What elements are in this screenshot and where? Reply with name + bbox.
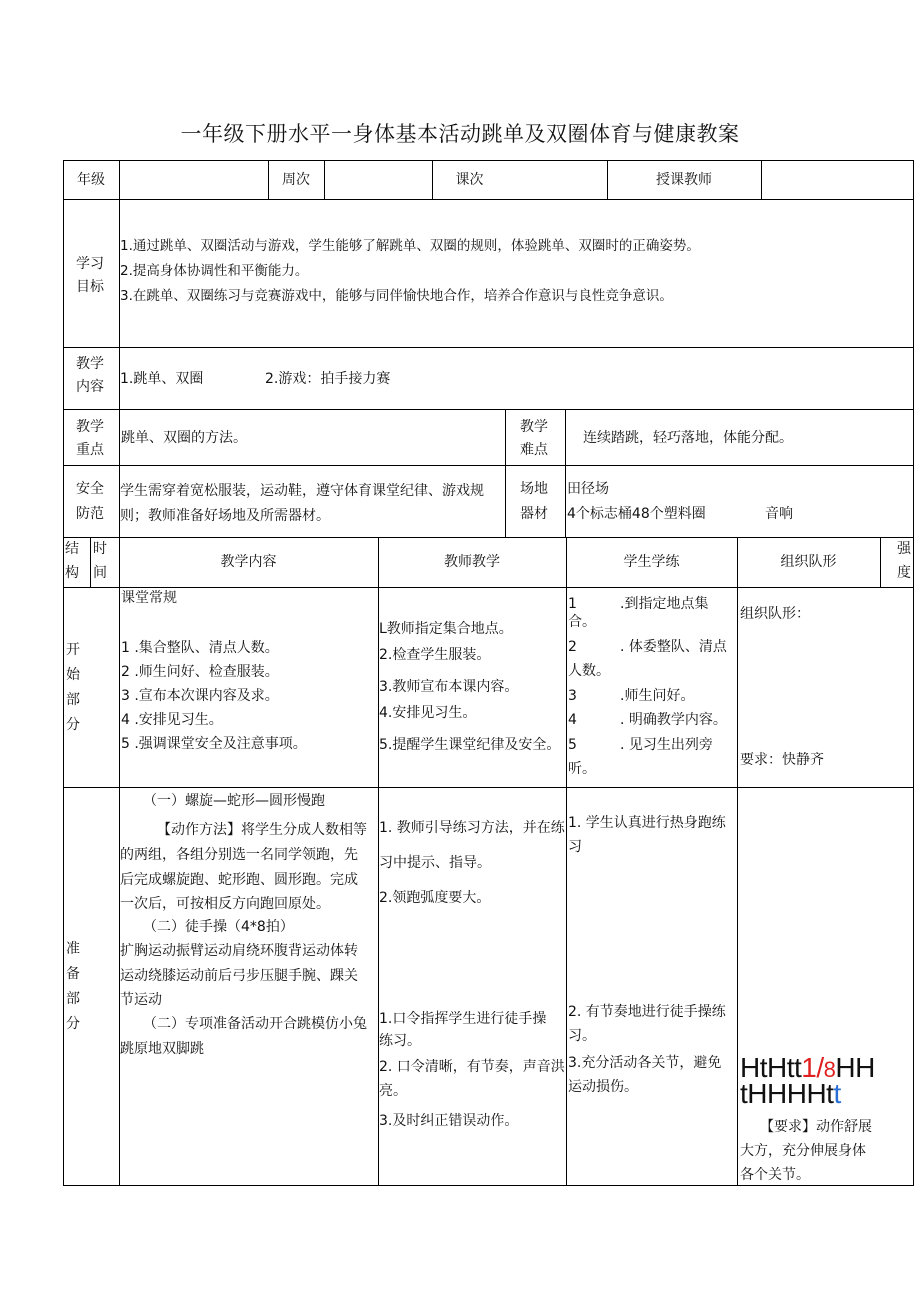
- week-label: 周次: [282, 172, 310, 188]
- teacher-label: 授课教师: [656, 172, 712, 188]
- venue-label: 器材: [520, 506, 548, 522]
- key-points-text: 跳单、双圈的方法。: [121, 430, 247, 446]
- prep-content-sub: （二）徒手操（4*8拍）: [143, 919, 294, 935]
- prep-content-line: 节运动: [120, 992, 162, 1008]
- start-student-item: .到指定地点集: [620, 596, 709, 612]
- col-structure: 结: [65, 541, 79, 557]
- prep-student-line: 运动损伤。: [568, 1079, 638, 1095]
- start-content-item: 2 .师生问好、检查服装。: [121, 664, 279, 680]
- start-student-item: . 明确教学内容。: [620, 712, 727, 728]
- table-line: [63, 587, 914, 588]
- col-teacher-teaching: 教师教学: [444, 554, 500, 570]
- prep-content-sub: （一）螺旋—蛇形—圆形慢跑: [143, 793, 325, 809]
- col-structure: 构: [65, 565, 79, 581]
- table-line: [565, 409, 566, 537]
- prep-formation-requirement: 【要求】动作舒展: [760, 1119, 872, 1135]
- table-line: [505, 409, 506, 537]
- prep-teacher-line: 练习。: [379, 1033, 421, 1049]
- prep-content-line: 一次后，可按相反方向跑回原处。: [120, 896, 330, 912]
- start-content-title: 课堂常规: [121, 590, 177, 606]
- prep-section-label: 部: [66, 991, 80, 1007]
- prep-teacher-line: 1.口令指挥学生进行徒手操: [379, 1011, 547, 1027]
- objectives-label: 目标: [76, 279, 104, 295]
- page-title: 一年级下册水平一身体基本活动跳单及双圈体育与健康教案: [180, 122, 740, 146]
- difficulty-label: 难点: [520, 442, 548, 458]
- key-points-label: 重点: [76, 442, 104, 458]
- prep-content-line: 运动绕膝运动前后弓步压腿手腕、踝关: [120, 968, 358, 984]
- objective-item: 2.提高身体协调性和平衡能力。: [120, 263, 309, 279]
- start-formation-requirement: 要求：快静齐: [740, 752, 824, 768]
- venue-text: 田径场: [567, 481, 609, 497]
- prep-student-line: 习。: [568, 1028, 596, 1044]
- start-student-item: . 体委整队、清点: [620, 639, 727, 655]
- start-teacher-item: L教师指定集合地点。: [379, 621, 513, 637]
- table-line: [63, 160, 64, 1186]
- start-teacher-item: 3.教师宣布本课内容。: [379, 679, 519, 695]
- start-student-item: .师生问好。: [620, 688, 695, 704]
- col-intensity: 强: [897, 541, 911, 557]
- table-line: [63, 465, 914, 466]
- content-item: 1.跳单、双圈: [120, 371, 204, 387]
- start-section-label: 始: [66, 667, 80, 683]
- prep-content-line: 后完成螺旋跑、蛇形跑、圆形跑。完成: [120, 872, 358, 888]
- difficulty-text: 连续踏跳，轻巧落地，体能分配。: [583, 430, 793, 446]
- objectives-label: 学习: [76, 256, 104, 272]
- table-line: [737, 537, 738, 1186]
- prep-content-line: 扩胸运动振臂运动肩绕环腹背运动体转: [120, 943, 358, 959]
- start-student-item: . 见习生出列旁: [620, 737, 713, 753]
- table-line: [63, 199, 914, 200]
- objective-item: 3.在跳单、双圈练习与竞赛游戏中，能够与同伴愉快地合作，培养合作意识与良性竞争意识。: [120, 288, 673, 304]
- table-line: [63, 409, 914, 410]
- prep-section-label: 分: [66, 1016, 80, 1032]
- key-points-label: 教学: [76, 419, 104, 435]
- start-teacher-item: 5.提醒学生课堂纪律及安全。: [379, 737, 561, 753]
- formation-glyph: tHHHHt: [740, 1078, 834, 1109]
- venue-text: 4个标志桶48个塑料圈: [567, 506, 706, 522]
- start-student-num: 2: [568, 639, 577, 655]
- prep-teacher-line: 1. 教师引导练习方法，并在练: [379, 820, 565, 836]
- content-label: 内容: [76, 379, 104, 395]
- prep-formation-requirement: 大方，充分伸展身体: [740, 1143, 866, 1159]
- start-student-num: 4: [568, 712, 577, 728]
- start-section-label: 分: [66, 717, 80, 733]
- prep-content-line: 跳原地双脚跳: [120, 1041, 204, 1057]
- formation-glyph: HtHtt: [740, 1052, 802, 1083]
- prep-content-line: （二）专项准备活动开合跳模仿小兔: [143, 1016, 367, 1032]
- formation-glyph-accent: 1/: [801, 1052, 824, 1083]
- start-student-item: 听。: [568, 761, 596, 777]
- start-section-label: 部: [66, 692, 80, 708]
- safety-text: 则；教师准备好场地及所需器材。: [120, 508, 330, 524]
- objective-item: 1.通过跳单、双圈活动与游戏，学生能够了解跳单、双圈的规则，体验跳单、双圈时的正确姿势。: [120, 238, 700, 254]
- start-content-item: 1 .集合整队、清点人数。: [121, 640, 279, 656]
- table-line: [761, 160, 762, 199]
- start-student-num: 1: [568, 596, 577, 612]
- col-time: 时: [93, 541, 107, 557]
- table-line: [913, 160, 914, 1186]
- formation-glyph-accent: t: [833, 1078, 841, 1109]
- start-student-num: 3: [568, 688, 577, 704]
- prep-teacher-line: 习中提示、指导。: [379, 855, 491, 871]
- col-student-practice: 学生学练: [623, 554, 680, 570]
- safety-label: 安全: [76, 481, 104, 497]
- table-line: [880, 537, 881, 587]
- start-teacher-item: 2.检查学生服装。: [379, 647, 491, 663]
- venue-text: 音响: [765, 506, 793, 522]
- prep-student-line: 2. 有节奏地进行徒手操练: [568, 1004, 726, 1020]
- col-formation: 组织队形: [780, 554, 837, 570]
- start-formation-label: 组织队形：: [740, 606, 810, 622]
- prep-teacher-line: 3.及时纠正错误动作。: [379, 1113, 519, 1129]
- table-line: [63, 347, 914, 348]
- safety-label: 防范: [76, 506, 104, 522]
- formation-glyph-accent: 8: [823, 1057, 836, 1082]
- table-line: [324, 160, 325, 199]
- table-line: [63, 537, 914, 538]
- table-line: [63, 1185, 914, 1186]
- prep-student-line: 3.充分活动各关节，避免: [568, 1055, 722, 1071]
- prep-section-label: 备: [66, 966, 80, 982]
- prep-teacher-line: 2. 口令清晰，有节奏，声音洪: [379, 1059, 565, 1075]
- grade-label: 年级: [77, 172, 105, 188]
- table-line: [566, 537, 567, 1186]
- start-content-item: 3 .宣布本次课内容及求。: [121, 688, 279, 704]
- start-section-label: 开: [66, 642, 80, 658]
- prep-section-label: 准: [66, 941, 80, 957]
- prep-content-line: 【动作方法】将学生分成人数相等: [157, 822, 367, 838]
- col-teaching-content: 教学内容: [220, 554, 277, 570]
- col-time: 间: [93, 565, 107, 581]
- start-content-item: 4 .安排见习生。: [121, 712, 223, 728]
- table-line: [90, 537, 91, 587]
- prep-teacher-line: 亮。: [379, 1083, 407, 1099]
- start-content-item: 5 .强调课堂安全及注意事项。: [121, 736, 307, 752]
- venue-label: 场地: [520, 481, 548, 497]
- formation-diagram: [740, 1078, 841, 1109]
- safety-text: 学生需穿着宽松服装，运动鞋，遵守体育课堂纪律、游戏规: [120, 483, 484, 499]
- prep-student-line: 习: [568, 839, 582, 855]
- difficulty-label: 教学: [520, 419, 548, 435]
- col-intensity: 度: [897, 565, 911, 581]
- content-item: 2.游戏：拍手接力赛: [265, 371, 391, 387]
- lesson-label: 课次: [455, 172, 484, 188]
- start-teacher-item: 4.安排见习生。: [379, 705, 477, 721]
- start-student-item: 合。: [568, 614, 596, 630]
- prep-teacher-line: 2.领跑弧度要大。: [379, 890, 491, 906]
- table-line: [63, 160, 914, 161]
- prep-formation-requirement: 各个关节。: [740, 1167, 810, 1183]
- formation-glyph: HH: [835, 1052, 875, 1083]
- table-line: [63, 787, 914, 788]
- prep-student-line: 1. 学生认真进行热身跑练: [568, 815, 726, 831]
- prep-content-line: 的两组，各组分别选一名同学领跑，先: [120, 847, 358, 863]
- start-student-num: 5: [568, 737, 577, 753]
- content-label: 教学: [76, 356, 104, 372]
- start-student-item: 人数。: [568, 663, 610, 679]
